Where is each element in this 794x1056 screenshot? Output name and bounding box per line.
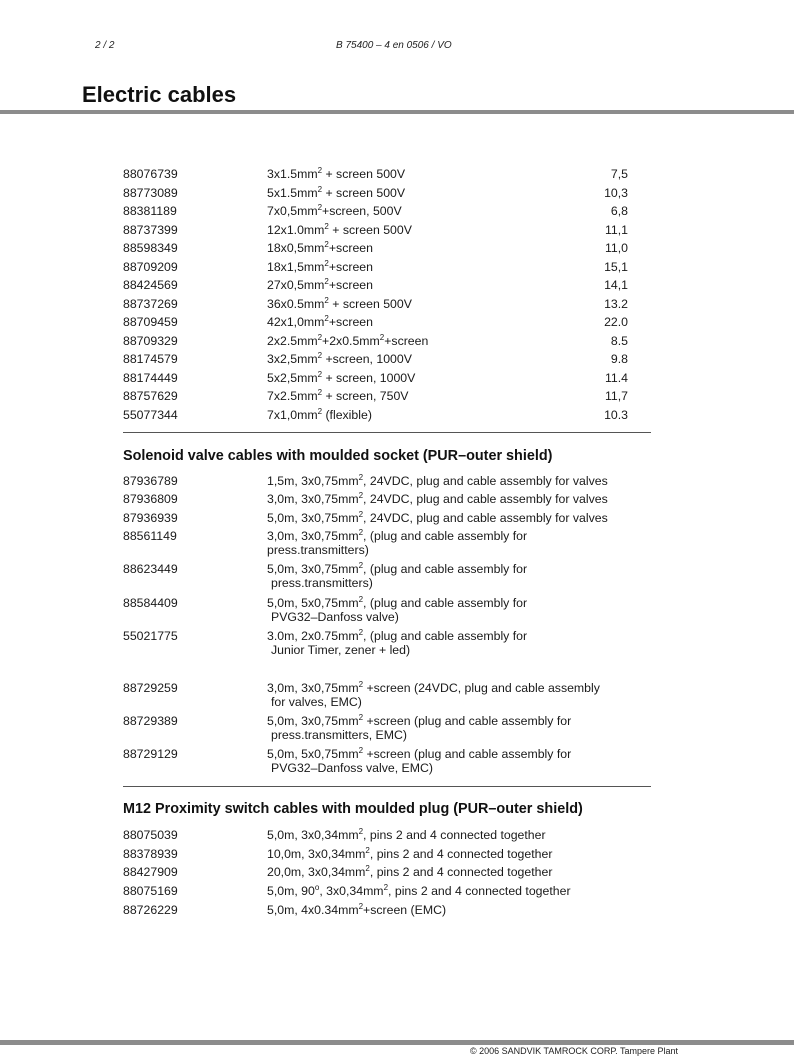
cable-description: 3.0m, $2x0.75mm^2$, (plug and cable assembly for Junior Timer, zener + led)	[267, 627, 528, 657]
part-number: 88076739	[123, 167, 178, 181]
cable-description: $12x1.0mm^2$ + screen 500V	[267, 221, 412, 237]
cable-value: 22.0	[604, 315, 628, 329]
cable-value: 11,0	[604, 241, 628, 255]
cable-description-line2: press.transmitters, EMC)	[271, 728, 407, 742]
cable-description: $7x2.5mm^2$ + screen, 750V	[267, 387, 409, 403]
part-number: 88075039	[123, 828, 178, 842]
section-divider	[123, 786, 651, 787]
part-number: 88737399	[123, 223, 178, 237]
cable-description: $27x0,5mm^2+screen$	[267, 276, 373, 292]
cable-description: $36x0.5mm^2$ + screen 500V	[267, 295, 412, 311]
cable-description: 3,0m, $3x0,75mm^2$, 24VDC, plug and cable assembly for valves	[267, 490, 608, 506]
cable-description-line2: press.transmitters)	[267, 543, 369, 557]
part-number: 55021775	[123, 629, 178, 643]
cable-description: 5,0m, $5x0,75mm^2$, (plug and cable assembly for PVG32–Danfoss valve)	[267, 594, 528, 624]
cable-description: 5,0m, $3x0,75mm^2$, 24VDC, plug and cable assembly for valves	[267, 509, 608, 525]
cable-description: $42x1,0mm^2+screen$	[267, 313, 373, 329]
cable-value: 11,1	[604, 223, 628, 237]
cable-value: 15,1	[604, 260, 628, 274]
part-number: 88623449	[123, 562, 178, 576]
cable-description: 5,0m, $3x0,34mm^2$, pins 2 and 4 connected together	[267, 826, 546, 842]
part-number: 88561149	[123, 529, 177, 543]
part-number: 88757629	[123, 389, 178, 403]
part-number: 88174449	[123, 371, 178, 385]
cable-description: $2x2.5mm^2+2x0.5mm^2+screen$	[267, 332, 429, 348]
part-number: 87936809	[123, 492, 178, 506]
cable-value: 11,7	[604, 389, 628, 403]
cable-description: $18x1,5mm^2+screen$	[267, 258, 373, 274]
cable-description: 10,0m, $3x0,34mm^2$, pins 2 and 4 connected together	[267, 845, 553, 861]
part-number: 88729389	[123, 714, 178, 728]
part-number: 88709209	[123, 260, 178, 274]
part-number: 88174579	[123, 352, 178, 366]
part-number: 88709459	[123, 315, 178, 329]
cable-description: 20,0m, $3x0,34mm^2$, pins 2 and 4 connected together	[267, 863, 553, 879]
cable-description: 3,0m, $3x0,75mm^2$, (plug and cable assembly for press.transmitters)	[267, 527, 528, 557]
cable-description-line2: Junior Timer, zener + led)	[271, 643, 411, 657]
title-divider	[0, 110, 794, 114]
document-code: B 75400 – 4 en 0506 / VO	[336, 40, 452, 51]
cable-description: 5,0m, $4x0.34mm^2+screen$ (EMC)	[267, 901, 447, 917]
cable-description: $3x1.5mm^2$ + screen 500V	[267, 165, 406, 181]
part-number: 88726229	[123, 903, 178, 917]
cable-value: 13.2	[604, 297, 628, 311]
cable-value: 10.3	[604, 408, 628, 422]
part-number: 87936789	[123, 474, 178, 488]
part-number: 88584409	[123, 596, 178, 610]
cable-description: $5x2,5mm^2$ + screen, 1000V	[267, 369, 416, 385]
cable-description: $7x1,0mm^2$ (flexible)	[267, 406, 372, 422]
cable-description: 3,0m, $3x0,75mm^2$ +screen (24VDC, plug and cable assembly for valves, EMC)	[267, 679, 600, 709]
part-number: 88598349	[123, 241, 178, 255]
cable-description-line2: PVG32–Danfoss valve, EMC)	[271, 761, 433, 775]
part-number: 88737269	[123, 297, 178, 311]
cable-description: 5,0m, $3x0,75mm^2$ +screen (plug and cable assembly for press.transmitters, EMC)	[267, 712, 572, 742]
part-number: 87936939	[123, 511, 178, 525]
part-number: 88709329	[123, 334, 178, 348]
cable-description: 5,0m, 90$^o$, $3x0,34mm^2$, pins 2 and 4 connected together	[267, 882, 571, 898]
part-number: 88378939	[123, 847, 178, 861]
section-divider	[123, 432, 651, 433]
cable-value: 14,1	[604, 278, 628, 292]
page-title: Electric cables	[82, 82, 237, 107]
part-number: 88773089	[123, 186, 178, 200]
cable-value: 7,5	[610, 167, 628, 181]
part-number: 88729129	[123, 747, 178, 761]
section-title-solenoid: Solenoid valve cables with moulded socket (PUR–outer shield)	[123, 448, 553, 464]
cable-description: $5x1.5mm^2$ + screen 500V	[267, 184, 406, 200]
cable-description: $3x2,5mm^2$ +screen, 1000V	[267, 350, 412, 366]
cable-description: 1,5m, $3x0,75mm^2$, 24VDC, plug and cable assembly for valves	[267, 472, 608, 488]
cable-description: $18x0,5mm^2+screen$	[267, 239, 373, 255]
part-number: 88075169	[123, 884, 178, 898]
cable-description: $7x0,5mm^2+screen$, 500V	[267, 202, 402, 218]
cable-description-line2: for valves, EMC)	[271, 695, 362, 709]
section-title-proximity: M12 Proximity switch cables with moulded plug (PUR–outer shield)	[123, 801, 583, 817]
page-number: 2 / 2	[95, 40, 115, 51]
cable-value: 8.5	[610, 334, 628, 348]
cable-value: 11.4	[604, 371, 628, 385]
copyright-footer: © 2006 SANDVIK TAMROCK CORP. Tampere Plant	[470, 1046, 679, 1056]
part-number: 88729259	[123, 681, 178, 695]
cable-value: 6,8	[610, 204, 628, 218]
part-number: 88424569	[123, 278, 178, 292]
cable-description-line2: press.transmitters)	[271, 576, 373, 590]
footer-divider	[0, 1040, 794, 1045]
cable-description: 5,0m, $5x0,75mm^2$ +screen (plug and cable assembly for PVG32–Danfoss valve, EMC)	[267, 745, 572, 775]
cable-value: 10,3	[604, 186, 628, 200]
part-number: 55077344	[123, 408, 178, 422]
cable-description-line2: PVG32–Danfoss valve)	[271, 610, 399, 624]
part-number: 88427909	[123, 865, 178, 879]
cable-value: 9.8	[610, 352, 628, 366]
cable-description: 5,0m, $3x0,75mm^2$, (plug and cable assembly for press.transmitters)	[267, 560, 528, 590]
part-number: 88381189	[123, 204, 177, 218]
